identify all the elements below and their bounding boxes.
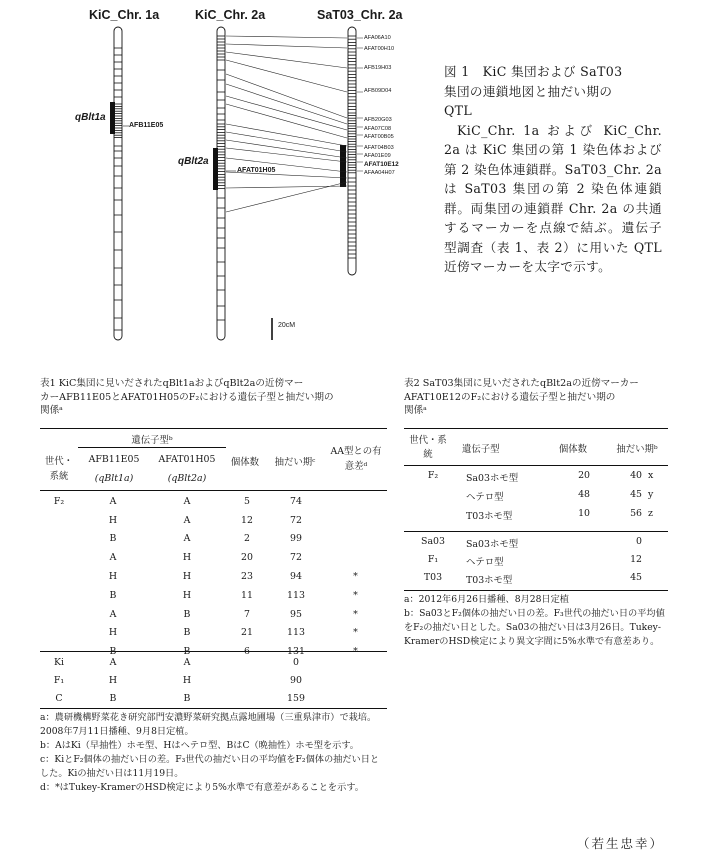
table-row: A H 20 72 [109,552,302,564]
table2-title: 表2 SaT03集団に見いだされたqBlt2aの近傍マーカー AFAT10E12のF₂における遺伝子型と抽だい期の 関係ᵃ [404,378,639,416]
table-row: Ki A A 0 [53,656,299,668]
table1-header-genotype: 遺伝子型ᵇ [131,435,173,446]
table1-header-rule [40,490,387,491]
table2-note: b：Sa03とF₂個体の抽だい日の差。F₃世代の抽だい日の平均値をF₂の抽だい日とした。Sa03の抽だい日は3月26日。Tukey-KramerのHSD検定により異文字間に5%水準で有意差あり。 [404,608,665,647]
table-row: B A 2 99 [109,533,302,545]
table-row: Sa03 Sa03ホモ型 0 [421,536,642,550]
table1-header-marker1: AFB11E05 [88,454,140,465]
figure-caption [444,62,662,277]
table1-note: b：AはKi（早抽性）ホモ型、Hはヘテロ型、BはC（晩抽性）ホモ型を示す。 [40,740,359,751]
shared-marker-link [226,182,347,212]
chromosome-kic-1a [114,27,122,340]
table1-header-generation: 世代・系統 [44,456,74,482]
caption-title: 集団の連鎖地図と抽だい期の [444,83,613,99]
sat-marker-label: AFAT04B03 [364,145,394,151]
shared-marker-link [226,36,347,38]
chromosome-kic-2a [217,27,225,340]
chr-title-kic-2a: KiC_Chr. 2a [195,8,266,22]
table2-header-genotype: 遺伝子型 [462,444,500,455]
table-row: H A 12 72 [108,514,302,526]
shared-marker-link [226,84,347,124]
table-row: A B 7 95 * [109,608,358,620]
sat-marker-label: AFA07C08 [364,126,392,132]
table2-mid-rule [404,531,668,532]
qtl-label-qblt1a: qBlt1a [75,112,106,123]
table1-bottom-rule [40,708,387,709]
author-credit: （若生忠幸） [577,836,665,851]
caption-title: 図 1 KiC 集団および SaT03 [444,64,623,79]
table1-top-rule [40,428,387,429]
table2-bottom-rule [404,590,668,591]
table1-note: a：農研機構野菜花き研究部門安濃野菜研究拠点露地圃場（三重県津市）で栽培。2008年7月11日播種、9月8日定植。 [40,712,377,737]
sat-marker-label: AFA01E09 [364,153,391,159]
table1-notes [40,711,387,795]
caption-title: QTL [444,103,473,118]
chr-title-sat03-2a: SaT03_Chr. 2a [317,8,403,22]
shared-marker-link [226,96,347,130]
caption-body: KiC_Chr. 1a および KiC_Chr. 2a は KiC 集団の第 1 染色体および第 2 染色体連鎖群。SaT03_Chr. 2a は SaT03 集団の第 2 染色体連鎖群。両集団の連鎖群 Chr. 2a の共通するマーカーを点線で結ぶ。遺伝子型調査（表 1、表 2）に用いた QTL 近傍マーカーを太字で示す。 [444,122,662,274]
sat-marker-label: AFB20G03 [364,117,392,123]
table-row: H B 21 113 * [108,627,358,639]
table1-parents [40,653,387,707]
table-row: B H 11 113 * [109,589,358,601]
shared-marker-link [226,44,347,48]
sat-marker-label: AFB19H03 [364,65,392,71]
sat-marker-label: AFAT00B05 [364,134,394,140]
table1-header-marker2-qtl: (qBlt2a) [167,473,207,484]
table2-body [404,470,668,527]
table1-genotype-rule [78,447,226,448]
table2-note: a：2012年6月26日播種、8月28日定植 [404,594,569,605]
table2-top-rule [404,428,668,429]
shared-marker-link [226,60,347,92]
table-row: H H 23 94 * [108,571,358,583]
marker-afb11e05: AFB11E05 [129,122,164,129]
table1-header-count: 個体数 [230,457,260,468]
qtl-bar-qblt1a [110,102,115,134]
scale-bar-label: 20cM [278,322,296,329]
table-row: B B 6 131 * [109,646,358,658]
sat-marker-label-bold: AFAT10E12 [364,161,399,168]
table1-header-marker2: AFAT01H05 [158,454,216,465]
table2-header-rule [404,465,668,466]
table-row: T03 T03ホモ型 45 [423,572,642,586]
table-row: F₂ Sa03ホモ型 20 40 x [427,470,654,484]
linkage-map-figure [0,0,440,345]
sat-marker-label: AFA06A10 [364,35,391,41]
shared-marker-link [226,74,347,118]
table-row: C B B 159 [55,692,305,704]
table2-header-bolting: 抽だい期ᵇ [616,444,658,455]
table1-note: d：*はTukey-KramerのHSD検定により5%水準で有意差があることを示す。 [40,782,364,793]
chr-title-kic-1a: KiC_Chr. 1a [89,8,160,22]
table1-body [40,492,387,661]
marker-afat01h05: AFAT01H05 [237,167,276,174]
table2-parents [404,536,668,590]
table2-header-count: 個体数 [558,444,588,455]
table1-header-significance: AA型との有意差ᵈ [330,446,382,472]
table-row: T03ホモ型 10 56 z [466,508,653,522]
qtl-bar-qblt2a [213,148,218,190]
sat-marker-label: AFAT00H10 [364,46,395,52]
table1-header-bolting: 抽だい期ᶜ [274,457,316,468]
table-row: F₁ H H 90 [53,674,302,686]
table1-note: c：KiとF₂個体の抽だい日の差。F₃世代の抽だい日の平均値をF₂個体の抽だい日とした。Kiの抽だい日は11月19日。 [40,754,380,779]
sat-marker-label: AFAA04H07 [364,170,395,176]
table1-header-marker1-qtl: (qBlt1a) [94,473,134,484]
qtl-label-qblt2a: qBlt2a [178,156,209,167]
table-row: F₂ A A 5 74 [53,495,302,507]
shared-marker-link [226,52,347,68]
table-row: F₁ ヘテロ型 12 [427,554,642,568]
table2-header-generation: 世代・系統 [409,435,447,460]
table-row: ヘテロ型 48 45 y [466,489,654,503]
sat-marker-label: AFB09D04 [364,88,392,94]
shared-marker-link [226,104,347,138]
table2-notes [404,593,668,649]
table1-title: 表1 KiC集団に見いだされたqBlt1aおよびqBlt2aの近傍マー カーAFB11E05とAFAT01H05のF₂における遺伝子型と抽だい期の 関係ᵃ [40,378,334,416]
